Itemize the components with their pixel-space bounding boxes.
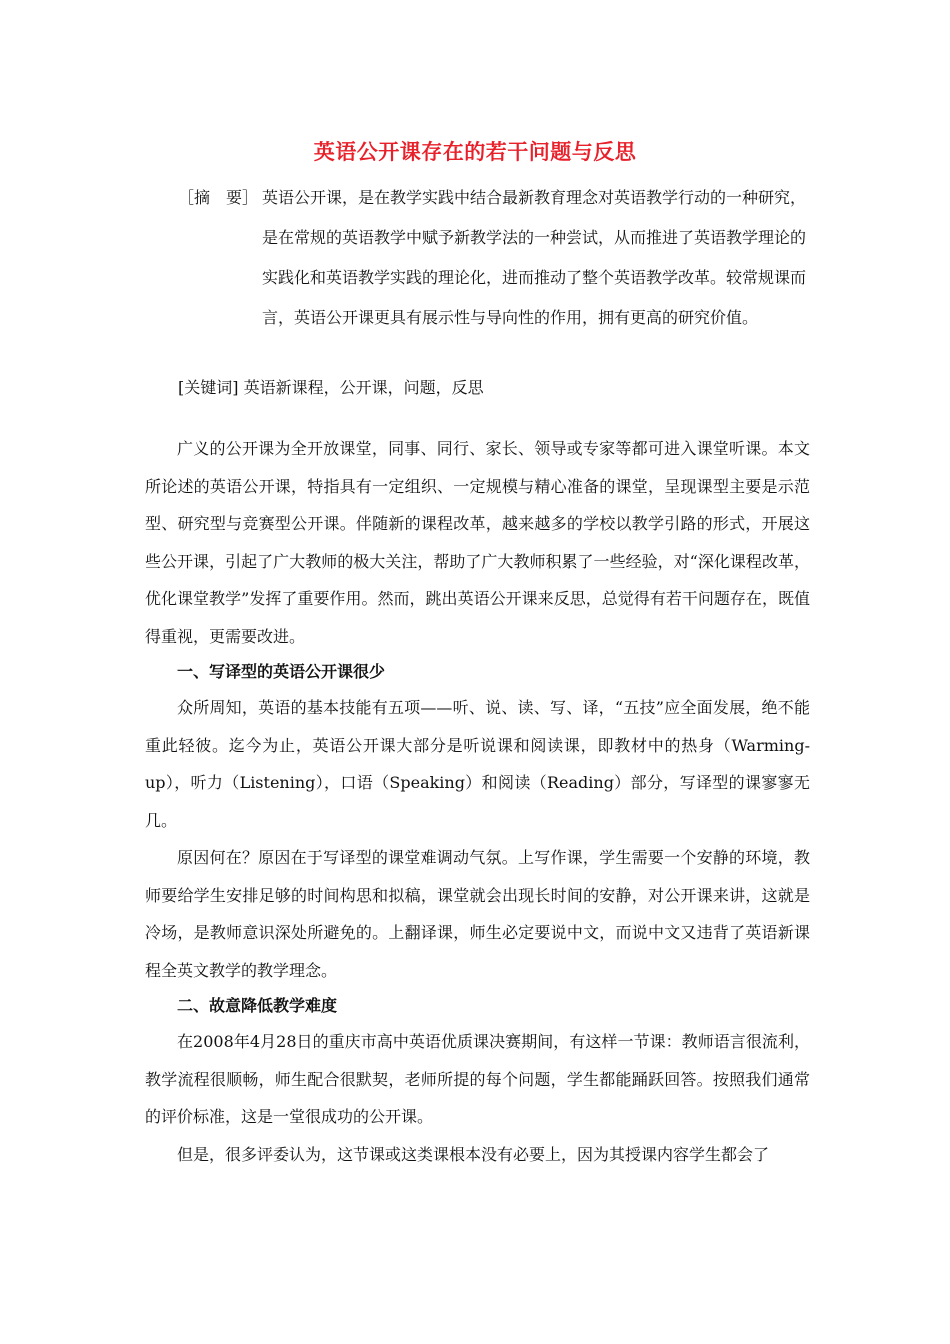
abstract-label: ［摘 要］ [178,188,259,207]
abstract-text: 英语公开课，是在教学实践中结合最新教育理念对英语教学行动的一种研究，是在常规的英语教学中赋予新教学法的一种尝试，从而推进了英语教学理论的实践化和英语教学实践的理论化，进而推动了整个英语教学改革。较常规课而言，英语公开课更具有展示性与导向性的作用，拥有更高的研究价值。 [262,188,807,327]
article-body [145,430,810,1173]
keywords-label: [关键词] [178,378,239,397]
paragraph-section1-a: 众所周知，英语的基本技能有五项——听、说、读、写、译，“五技”应全面发展，绝不能重此轻彼。迄今为止，英语公开课大部分是听说课和阅读课，即教材中的热身（Warming-up），听力（Listening），口语（Speaking）和阅读（Reading）部分，写译型的课寥寥无几。 [145,698,810,830]
paragraph-intro: 广义的公开课为全开放课堂，同事、同行、家长、领导或专家等都可进入课堂听课。本文所论述的英语公开课，特指具有一定组织、一定规模与精心准备的课堂，呈现课型主要是示范型、研究型与竞赛型公开课。伴随新的课程改革，越来越多的学校以教学引路的形式，开展这些公开课，引起了广大教师的极大关注，帮助了广大教师积累了一些经验，对“深化课程改革，优化课堂教学”发挥了重要作用。然而，跳出英语公开课来反思，总觉得有若干问题存在，既值得重视，更需要改进。 [145,439,810,646]
paragraph-section2-b: 但是，很多评委认为，这节课或这类课根本没有必要上，因为其授课内容学生都会了 [177,1144,770,1164]
section-heading-1: 一、写译型的英语公开课很少 [177,662,386,681]
keywords-text: 英语新课程，公开课，问题，反思 [243,378,484,397]
paragraph-section2-a: 在2008年4月28日的重庆市高中英语优质课决赛期间，有这样一节课：教师语言很流利，教学流程很顺畅，师生配合很默契，老师所提的每个问题，学生都能踊跃回答。按照我们通常的评价标准，这是一堂很成功的公开课。 [145,1032,810,1126]
document-title: 英语公开课存在的若干问题与反思 [313,139,637,164]
keywords-line [178,374,484,402]
section-heading-2: 二、故意降低教学难度 [177,996,338,1015]
paragraph-section1-b: 原因何在？原因在于写译型的课堂难调动气氛。上写作课，学生需要一个安静的环境，教师要给学生安排足够的时间构思和拟稿，课堂就会出现长时间的安静，对公开课来讲，这就是冷场，是教师意识深处所避免的。上翻译课，师生必定要说中文，而说中文又违背了英语新课程全英文教学的教学理念。 [145,848,810,980]
